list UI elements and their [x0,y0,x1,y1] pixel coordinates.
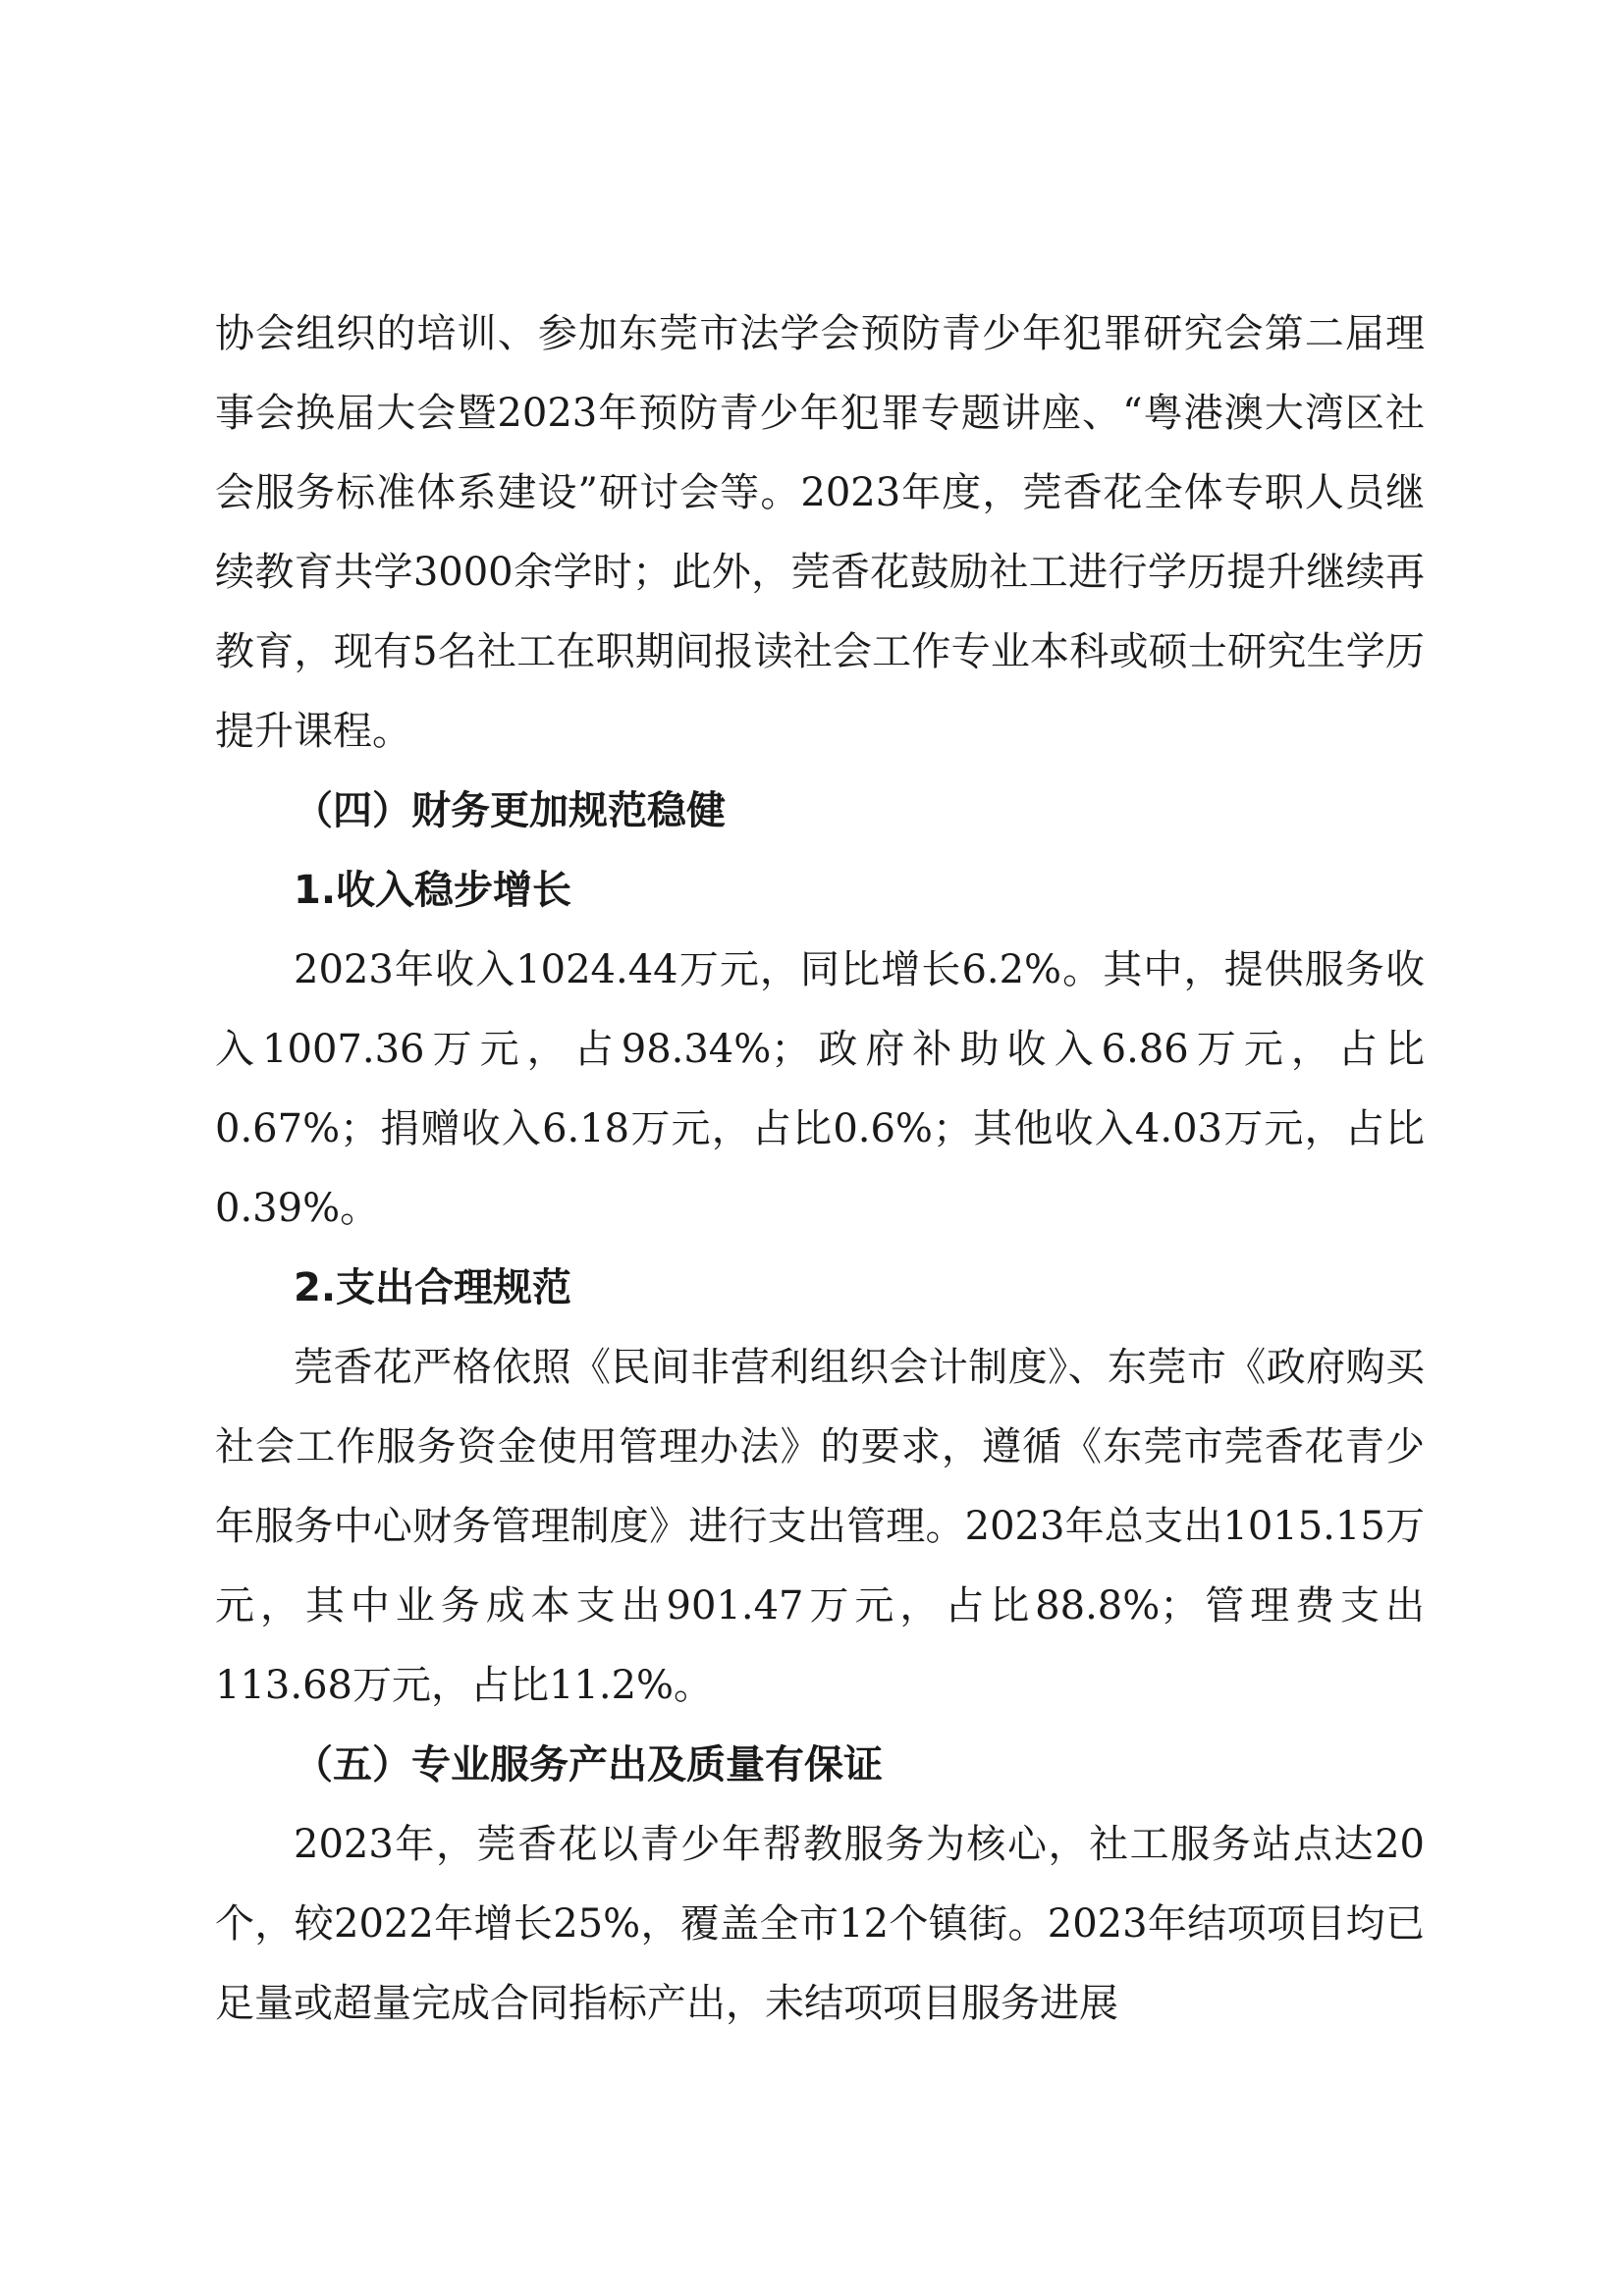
section-heading-finance: （四）财务更加规范稳健 [294,788,726,833]
paragraph-income: 2023年收入1024.44万元，同比增长6.2%。其中，提供服务收入1007.36万元，占98.34%；政府补助收入6.86万元，占比0.67%；捐赠收入6.18万元，占比0.6%；其他收入4.03万元，占比0.39%。 [215,947,1425,1231]
paragraph-service: 2023年，莞香花以青少年帮教服务为核心，社工服务站点达20个，较2022年增长25%，覆盖全市12个镇街。2023年结项项目均已足量或超量完成合同指标产出，未结项项目服务进展 [215,1822,1425,2026]
subheading-expense: 2.支出合理规范 [294,1265,572,1310]
section-heading-service: （五）专业服务产出及质量有保证 [294,1742,883,1788]
paragraph-continuation: 协会组织的培训、参加东莞市法学会预防青少年犯罪研究会第二届理事会换届大会暨2023年预防青少年犯罪专题讲座、“粤港澳大湾区社会服务标准体系建设”研讨会等。2023年度，莞香花全体专职人员继续教育共学3000余学时；此外，莞香花鼓励社工进行学历提升继续再教育，现有5名社工在职期间报读社会工作专业本科或硕士研究生学历提升课程。 [215,311,1425,754]
subheading-income: 1.收入稳步增长 [294,868,572,913]
paragraph-expense: 莞香花严格依照《民间非营利组织会计制度》、东莞市《政府购买社会工作服务资金使用管理办法》的要求，遵循《东莞市莞香花青少年服务中心财务管理制度》进行支出管理。2023年总支出1015.15万元，其中业务成本支出901.47万元，占比88.8%；管理费支出113.68万元，占比11.2%。 [215,1345,1425,1708]
document-body [215,294,1425,2044]
